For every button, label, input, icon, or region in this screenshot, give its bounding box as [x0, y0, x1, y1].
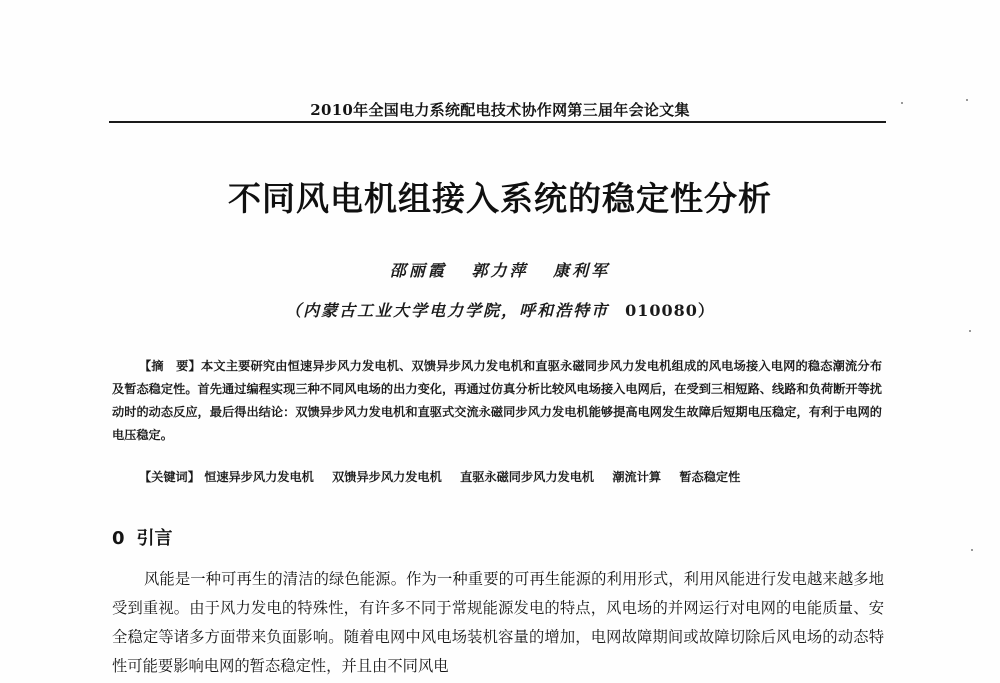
keyword: 暂态稳定性: [679, 470, 741, 484]
abstract-text: 本文主要研究由恒速异步风力发电机、双馈异步风力发电机和直驱永磁同步风力发电机组成的风电场接入电网的稳态潮流分布及暂态稳定性。首先通过编程实现三种不同风电场的出力变化，再通过仿真分析比较风电场接入电网后，在受到三相短路、线路和负荷断开等扰动时的动态反应，最后得出结论：双馈异步风力发电机和直驱式交流永磁同步风力发电机能够提高电网发生故障后短期电压稳定，有利于电网的电压稳定。: [112, 359, 883, 442]
author-name: 邵丽霞: [389, 261, 447, 280]
abstract-label: 【摘 要】: [139, 359, 201, 373]
affiliation: [0, 298, 1000, 321]
header-rule: [109, 121, 886, 123]
scan-speck: [971, 549, 973, 551]
keyword: 双馈异步风力发电机: [332, 470, 442, 484]
affiliation-text: （内蒙古工业大学电力学院，呼和浩特市: [285, 301, 610, 320]
running-header: 2010年全国电力系统配电技术协作网第三届年会论文集: [310, 101, 690, 119]
keyword: 潮流计算: [612, 470, 662, 484]
keywords: [139, 466, 889, 489]
scan-speck: [969, 330, 971, 332]
section-number: 0: [112, 528, 125, 549]
keyword: 恒速异步风力发电机: [204, 470, 314, 484]
keywords-label: 【关键词】: [139, 470, 200, 484]
body-paragraph: 风能是一种可再生的清洁的绿色能源。作为一种重要的可再生能源的利用形式，利用风能进行发电越来越多地受到重视。由于风力发电的特殊性，有许多不同于常规能源发电的特点，风电场的并网运行对电网的电能质量、安全稳定等诸多方面带来负面影响。随着电网中风电场装机容量的增加，电网故障期间或故障切除后风电场的动态特性可能要影响电网的暂态稳定性，并且由不同风电: [112, 570, 884, 675]
author-name: 郭力萍: [471, 261, 529, 280]
scan-speck: [966, 99, 968, 101]
scan-speck: [901, 102, 903, 104]
section-heading: [112, 524, 173, 550]
author-list: [0, 258, 1000, 281]
abstract: [112, 355, 882, 447]
keyword: 直驱永磁同步风力发电机: [460, 470, 595, 484]
author-name: 康利军: [553, 261, 611, 280]
paper-title: 不同风电机组接入系统的稳定性分析: [228, 179, 772, 218]
section-title: 引言: [136, 528, 173, 549]
affiliation-postcode: 010080）: [625, 301, 715, 320]
